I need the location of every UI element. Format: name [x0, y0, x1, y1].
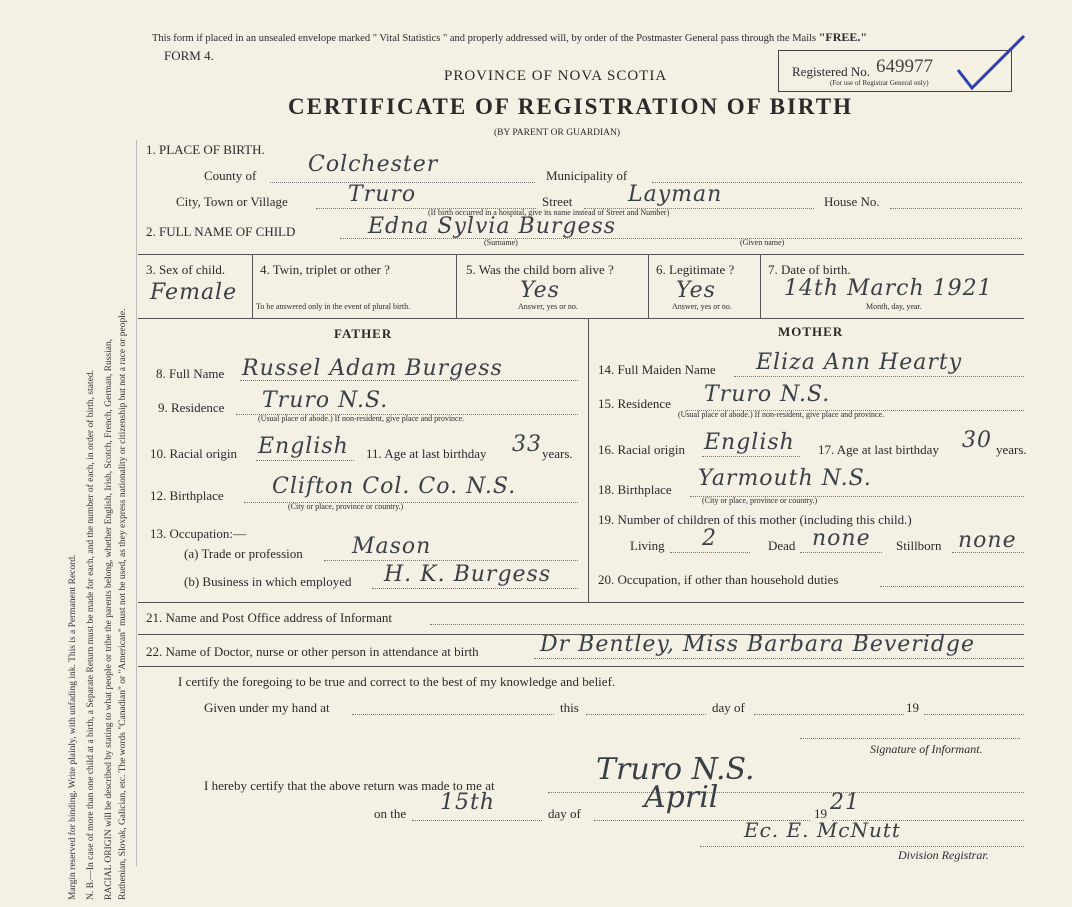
place-of-birth-label: 1. PLACE OF BIRTH.	[146, 142, 265, 157]
form-number: FORM 4.	[164, 48, 214, 63]
registered-note: (For use of Registrar General only)	[830, 79, 929, 87]
row3-div-1	[252, 254, 253, 318]
father-trade-value: Mason	[352, 534, 432, 559]
mother-birthplace-value: Yarmouth N.S.	[698, 466, 872, 491]
mother-birthplace-note: (City or place, province or country.)	[702, 496, 818, 505]
day-of2-label: day of	[548, 806, 581, 821]
dead-line	[800, 552, 882, 553]
on-the-label: on the	[374, 806, 407, 821]
street-value: Layman	[628, 182, 723, 207]
city-value: Truro	[348, 182, 417, 207]
doctor-value: Dr Bentley, Miss Barbara Beveridge	[540, 632, 976, 657]
margin-note-2: N. B.—In case of more than one child at a birth, a Separate Return must be made for each, and the number of each, in order of birth, stated.	[86, 370, 96, 900]
informant-signature-line	[800, 738, 1020, 739]
father-residence-label: 9. Residence	[158, 400, 225, 415]
child-name-value: Edna Sylvia Burgess	[368, 214, 617, 239]
mailing-notice-text: This form if placed in an unsealed envelope marked " Vital Statistics " and properly addressed will, by order of the Postmaster General pass through the Mails	[152, 33, 817, 44]
father-race-line	[256, 460, 354, 461]
living-value: 2	[702, 526, 717, 551]
father-business-label: (b) Business in which employed	[184, 574, 352, 589]
registrar-label: Division Registrar.	[898, 848, 989, 862]
this-label: this	[560, 700, 579, 715]
certify-statement: I certify the foregoing to be true and correct to the best of my knowledge and belief.	[178, 674, 616, 689]
dead-label: Dead	[768, 538, 796, 553]
this-line	[586, 714, 706, 715]
father-trade-line	[324, 560, 578, 561]
registered-label: Registered No.	[792, 64, 870, 79]
registrar-signature-line	[700, 846, 1024, 847]
stillborn-value: none	[958, 528, 1017, 553]
return-statement: I hereby certify that the above return was made to me at	[204, 778, 495, 793]
mother-children-label: 19. Number of children of this mother (including this child.)	[598, 512, 912, 527]
informant-line	[430, 624, 1024, 625]
doctor-label: 22. Name of Doctor, nurse or other person in attendance at birth	[146, 644, 479, 659]
street-label: Street	[542, 194, 573, 209]
sex-value: Female	[150, 280, 238, 305]
doctor-rule	[138, 666, 1024, 667]
year-line	[924, 714, 1024, 715]
certificate-subtitle: (BY PARENT OR GUARDIAN)	[494, 128, 621, 138]
living-label: Living	[630, 538, 665, 553]
father-residence-value: Truro N.S.	[262, 388, 389, 413]
on-the-line	[412, 820, 542, 821]
mother-name-label: 14. Full Maiden Name	[598, 362, 716, 377]
day-of-line	[754, 714, 904, 715]
left-frame-rule	[136, 140, 137, 866]
informant-label: 21. Name and Post Office address of Informant	[146, 610, 392, 625]
father-business-value: H. K. Burgess	[384, 562, 552, 587]
registrar-signature: Ec. E. McNutt	[744, 818, 901, 842]
day-value: 15th	[440, 790, 496, 815]
county-value: Colchester	[308, 152, 439, 177]
row3-div-3	[648, 254, 649, 318]
legitimate-note: Answer, yes or no.	[672, 302, 732, 311]
mother-residence-value: Truro N.S.	[704, 382, 831, 407]
mother-occupation-label: 20. Occupation, if other than household duties	[598, 572, 839, 587]
given-place-line	[352, 714, 554, 715]
hospital-note: (If birth occurred in a hospital, give its name instead of Street and Number)	[428, 208, 670, 217]
father-business-line	[372, 588, 578, 589]
row3-div-2	[456, 254, 457, 318]
house-label: House No.	[824, 194, 880, 209]
city-label: City, Town or Village	[176, 194, 288, 209]
day-of-label: day of	[712, 700, 745, 715]
margin-note-3: RACIAL ORIGIN will be described by stating to what people or tribe the parents belong, whether English, Irish, Scotch, French, German, Russian,	[104, 338, 114, 900]
mailing-notice	[152, 30, 867, 45]
father-race-label: 10. Racial origin	[150, 446, 238, 461]
mother-race-line	[702, 456, 800, 457]
given-under-label: Given under my hand at	[204, 700, 330, 715]
mother-race-value: English	[704, 430, 795, 455]
mother-heading: MOTHER	[778, 324, 844, 339]
father-years-label: years.	[542, 446, 573, 461]
year-value: 21	[830, 790, 860, 815]
return-place-line	[548, 792, 1024, 793]
alive-value: Yes	[520, 278, 560, 303]
mother-residence-note: (Usual place of abode.) If non-resident, give place and province.	[678, 410, 885, 419]
blue-check-mark	[952, 32, 1028, 92]
free-label: "FREE."	[818, 30, 868, 44]
legitimate-value: Yes	[676, 278, 716, 303]
living-line	[670, 552, 750, 553]
province-heading: PROVINCE OF NOVA SCOTIA	[444, 68, 668, 84]
surname-note: (Surname)	[484, 238, 518, 247]
parents-divider	[588, 318, 589, 602]
father-birthplace-note: (City or place, province or country.)	[288, 502, 404, 511]
doctor-line	[534, 658, 1024, 659]
alive-note: Answer, yes or no.	[518, 302, 578, 311]
mother-age-label: 17. Age at last birthday	[818, 442, 939, 457]
birth-date-value: 14th March 1921	[784, 276, 993, 301]
row3-bottom-rule	[138, 318, 1024, 319]
twin-label: 4. Twin, triplet or other ?	[260, 262, 390, 277]
mother-name-value: Eliza Ann Hearty	[756, 350, 963, 375]
month-value: April	[644, 780, 719, 815]
birth-date-label: 7. Date of birth.	[768, 262, 851, 277]
mother-residence-label: 15. Residence	[598, 396, 671, 411]
given-name-note: (Given name)	[740, 238, 785, 247]
certificate-title: CERTIFICATE OF REGISTRATION OF BIRTH	[288, 94, 853, 119]
row3-top-rule	[138, 254, 1024, 255]
mother-name-line	[734, 376, 1024, 377]
alive-label: 5. Was the child born alive ?	[466, 262, 614, 277]
parents-bottom-rule	[138, 602, 1024, 603]
father-age-label: 11. Age at last birthday	[366, 446, 487, 461]
birth-date-note: Month, day, year.	[866, 302, 922, 311]
informant-signature-label: Signature of Informant.	[870, 742, 983, 756]
margin-note-4: Ruthenian, Slovak, Galician, etc. The words "Canadian" or "American" must not be used, as they express nationality or citizenship but not a race or people.	[118, 308, 128, 900]
stillborn-label: Stillborn	[896, 538, 942, 553]
year-prefix-label-2: 19	[814, 806, 827, 821]
year-prefix-label: 19	[906, 700, 919, 715]
father-age-value: 33	[512, 432, 542, 457]
mother-occupation-line	[880, 586, 1024, 587]
father-residence-note: (Usual place of abode.) If non-resident, give place and province.	[258, 414, 465, 423]
sex-label: 3. Sex of child.	[146, 262, 226, 277]
return-place-value: Truro N.S.	[596, 752, 755, 787]
father-name-value: Russel Adam Burgess	[242, 356, 503, 381]
mother-age-value: 30	[962, 428, 992, 453]
dead-value: none	[812, 526, 871, 551]
father-birthplace-label: 12. Birthplace	[150, 488, 224, 503]
father-name-label: 8. Full Name	[156, 366, 225, 381]
father-occupation-label: 13. Occupation:—	[150, 526, 247, 541]
father-trade-label: (a) Trade or profession	[184, 546, 303, 561]
father-birthplace-value: Clifton Col. Co. N.S.	[272, 474, 517, 499]
child-name-label: 2. FULL NAME OF CHILD	[146, 224, 296, 239]
house-line	[890, 208, 1022, 209]
mother-birthplace-label: 18. Birthplace	[598, 482, 672, 497]
twin-note: To be answered only in the event of plural birth.	[256, 302, 411, 311]
father-heading: FATHER	[334, 326, 393, 341]
mother-years-label: years.	[996, 442, 1027, 457]
municipality-label: Municipality of	[546, 168, 628, 183]
margin-note-1: Margin reserved for binding. Write plainly, with unfading ink. This is a Permanent Record.	[68, 554, 78, 900]
county-label: County of	[204, 168, 257, 183]
mother-race-label: 16. Racial origin	[598, 442, 686, 457]
row3-div-4	[760, 254, 761, 318]
registered-number: 649977	[876, 56, 933, 77]
legitimate-label: 6. Legitimate ?	[656, 262, 735, 277]
father-race-value: English	[258, 434, 349, 459]
